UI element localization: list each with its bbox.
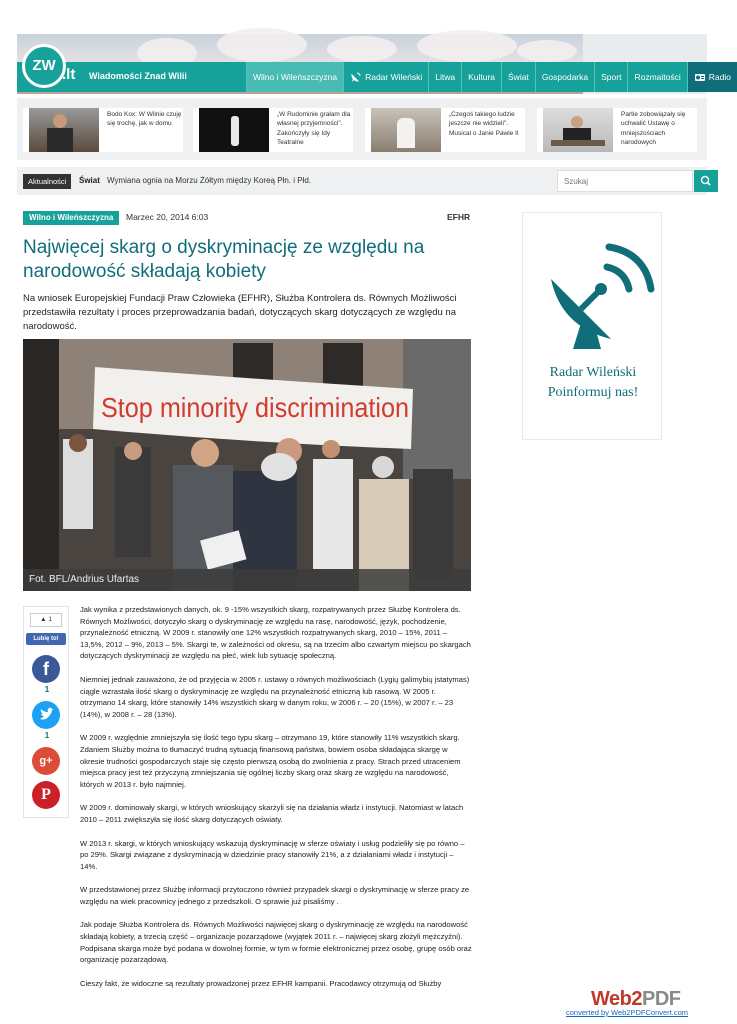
article-paragraph: W przedstawionej przez Służbę informacji przytoczono również przypadek skargi o dyskryminację w sferze pracy ze względu na wiek pracownicy jednego z przedszkoli. O sprawie już pisaliśmy . — [80, 885, 470, 906]
article-author[interactable]: EFHR — [447, 212, 471, 222]
ad-title: Radar Wileński — [549, 365, 637, 380]
teaser-thumbnail[interactable] — [29, 108, 99, 152]
nav-item-litwa[interactable] — [428, 62, 461, 92]
like-counter[interactable] — [30, 613, 62, 627]
twitter-icon — [32, 701, 60, 729]
google-plus-icon: g+ — [39, 755, 53, 767]
photo-caption: Fot. BFL/Andrius Ufartas — [23, 569, 471, 591]
web2pdf-link[interactable]: converted by Web2PDFConvert.com — [566, 1008, 688, 1017]
nav-item-label: Wilno i Wileńszczyzna — [253, 72, 338, 82]
facebook-share-button[interactable] — [32, 655, 60, 683]
nav-item-label: Litwa — [435, 72, 456, 82]
radar-wilenski-ad[interactable] — [522, 212, 662, 440]
nav-item-rozmaitosci[interactable] — [627, 62, 686, 92]
web2pdf-brand-b: PDF — [641, 988, 681, 1010]
pinterest-icon: P — [41, 786, 51, 803]
nav-item-label: Sport — [601, 72, 622, 82]
nav-item-label: Radar Wileński — [365, 72, 423, 82]
article-paragraph: Jak wynika z przedstawionych danych, ok. 9 -15% wszystkich skarg, rozpatrywanych przez Służbę Kontrolera ds. Równych Możliwości, dotyczyło skarg o dyskryminację ze względu na rasę, narodowość, język, pochodzenie, przynależność etniczną. W 2009 r. stanowiły one 12% wszystkich rozpatrywanych skarg, 2010 – 15%, 2011 – 13,5%, 2012 – 9%, 2013 – 5%. Skargi te, w zależności od okresu, są na trzecim albo czwartym miejscu po skargach dotyczących dyskryminacji ze względu na płeć, wiek lub sytuację społeczną. — [80, 605, 471, 661]
satellite-dish-icon — [350, 71, 362, 83]
nav-item-kultura[interactable] — [461, 62, 501, 92]
ad-subtitle: Poinformuj nas! — [547, 385, 639, 400]
teaser-title[interactable]: Partie zobowiązały się uchwalić Ustawę o mniejszościach narodowych — [621, 111, 686, 147]
radio-icon — [694, 71, 706, 83]
article-paragraph: W 2009 r. względnie zmniejszyła się ilość tego typu skarg – otrzymano 19, które stanowiły 11% wszystkich skarg. Zdaniem Służby można to tłumaczyć trudną sytuacją finansową państwa, bowiem osoba składająca skargę w okresie trudności gospodarczych staje się często pierwszą osobą do zwolnienia z pracy. Strach przed utraceniem miejsca pracy jest też przyczyną zmniejszania się ogólnej liczby skarg oraz skarg ze względu na narodowość, których w 2013 r. było najmniej. — [80, 733, 461, 789]
search-icon — [694, 170, 718, 192]
web2pdf-brand-a: Web2 — [591, 988, 642, 1010]
article-paragraph: Jak podaje Służba Kontrolera ds. Równych Możliwości najwięcej skarg o dyskryminację ze względu na narodowość składają kobiety, a trzecią część – organizacje pozarządowe (wyjątek 2011 r. – najwięcej skarg złożyli mężczyźni). Podpisana skarga może być podana w dowolnej formie, w tym w formie elektronicznej przez osobę, grupę osób oraz organizację pozarządową. — [80, 920, 472, 965]
teaser-item[interactable] — [193, 108, 353, 152]
ticker-category: Świat — [79, 176, 100, 185]
article-paragraph: Cieszy fakt, że widoczne są rezultaty prowadzonej przez EFHR kampanii. Pracodawcy otrzymują od Służby — [80, 978, 442, 988]
featured-teasers — [17, 98, 707, 160]
facebook-share-count: 1 — [44, 685, 50, 694]
article-paragraph: Niemniej jednak zauważono, że od przyjęcia w 2005 r. ustawy o równych możliwościach (Lygių galimybių įstatymas) ciągle wzrastała ilość skarg o dyskryminację ze względu na przynależność etniczną lub rasową. W 2005 r. otrzymano 14 skarg, które stanowiły 14% wszystkich skarg w danym roku, w 2006 r. – 20 (15%), w 2007 r. – 23 (14%), w 2008 r. – 28 (13%). — [80, 674, 470, 719]
like-count: 1 — [48, 616, 52, 623]
nav-item-gospodarka[interactable] — [535, 62, 594, 92]
news-ticker — [17, 167, 707, 195]
search-button[interactable] — [694, 170, 718, 192]
article-paragraph: W 2009 r. dominowały skargi, w których wnioskujący skarżyli się na działania władz i instytucji. Natomiast w latach 2010 – 2011 zwiększyła się ilość skarg dotyczących oświaty. — [80, 803, 464, 824]
protest-photo-illustration — [23, 339, 471, 591]
facebook-icon: f — [43, 659, 49, 679]
teaser-title[interactable]: „W Rudominie grałam dla własnej przyjemności". Zakończyły się Idy Teatralne — [277, 111, 351, 147]
google-plus-share-button[interactable] — [32, 747, 60, 775]
article-body — [80, 604, 472, 1001]
site-name[interactable]: Wiadomości Znad Wilii — [89, 71, 187, 81]
nav-item-wilno[interactable] — [246, 62, 343, 92]
nav-item-sport[interactable] — [594, 62, 627, 92]
teaser-item[interactable] — [23, 108, 183, 152]
article-date: Marzec 20, 2014 6:03 — [126, 212, 209, 222]
article-title: Najwięcej skarg o dyskryminację ze względu na narodowość składają kobiety — [23, 237, 425, 282]
facebook-like-button[interactable] — [26, 633, 66, 645]
teaser-title[interactable]: „Czegoś takiego ludzie jeszcze nie widzieli". Musical o Janie Pawle II — [449, 111, 519, 137]
article-lead: Na wniosek Europejskiej Fundacji Praw Człowieka (EFHR), Służba Kontrolera ds. Równych Możliwości przedstawiła rezultaty i proces przeprowadzania badań, dotyczących skarg dotyczących ze względu na narodowość. — [23, 293, 457, 332]
share-sidebar — [23, 606, 69, 818]
article-paragraph: W 2013 r. skargi, w których wnioskujący wskazują dyskryminację w sferze oświaty i usług podzieliły się po równo –po 29%. Skargi związane z dyskryminacją w dziedzinie pracy stanowiły 21%, a z działaniami władz i instytucji – 14%. — [80, 838, 465, 871]
thumbs-up-icon: ▲ — [40, 616, 47, 623]
nav-item-label: Kultura — [468, 72, 496, 82]
nav-item-swiat[interactable] — [501, 62, 535, 92]
fb-like-label: Lubię to! — [33, 636, 59, 642]
nav-item-label: Gospodarka — [541, 72, 589, 82]
teaser-item[interactable] — [365, 108, 525, 152]
site-logo-suffix[interactable]: .lt — [62, 66, 76, 83]
teaser-title[interactable]: Bodo Kox: W Wilnie czuję się trochę, jak w domu — [107, 111, 182, 128]
nav-item-label: Świat — [508, 72, 529, 82]
article-photo — [23, 339, 471, 591]
teaser-thumbnail[interactable] — [543, 108, 613, 152]
satellite-dish-icon — [523, 227, 663, 367]
nav-item-radar[interactable] — [343, 62, 428, 92]
twitter-share-count: 1 — [44, 731, 50, 740]
teaser-thumbnail[interactable] — [199, 108, 269, 152]
nav-menu — [246, 62, 737, 92]
ticker-headline[interactable]: Wymiana ognia na Morzu Żółtym między Koreą Płn. i Płd. — [107, 176, 312, 185]
search-input[interactable] — [557, 170, 693, 192]
nav-item-label: Rozmaitości — [634, 72, 681, 82]
protest-banner-text: Stop minority discrimination — [101, 392, 409, 423]
pinterest-share-button[interactable] — [32, 781, 60, 809]
teaser-thumbnail[interactable] — [371, 108, 441, 152]
site-logo[interactable]: ZW — [22, 44, 66, 88]
nav-item-label: Radio — [708, 72, 731, 82]
ticker-label[interactable]: Aktualności — [23, 174, 71, 189]
twitter-share-button[interactable] — [32, 701, 60, 729]
article-category-badge[interactable]: Wilno i Wileńszczyzna — [23, 211, 119, 225]
nav-item-radio[interactable] — [687, 62, 737, 92]
teaser-item[interactable] — [537, 108, 697, 152]
